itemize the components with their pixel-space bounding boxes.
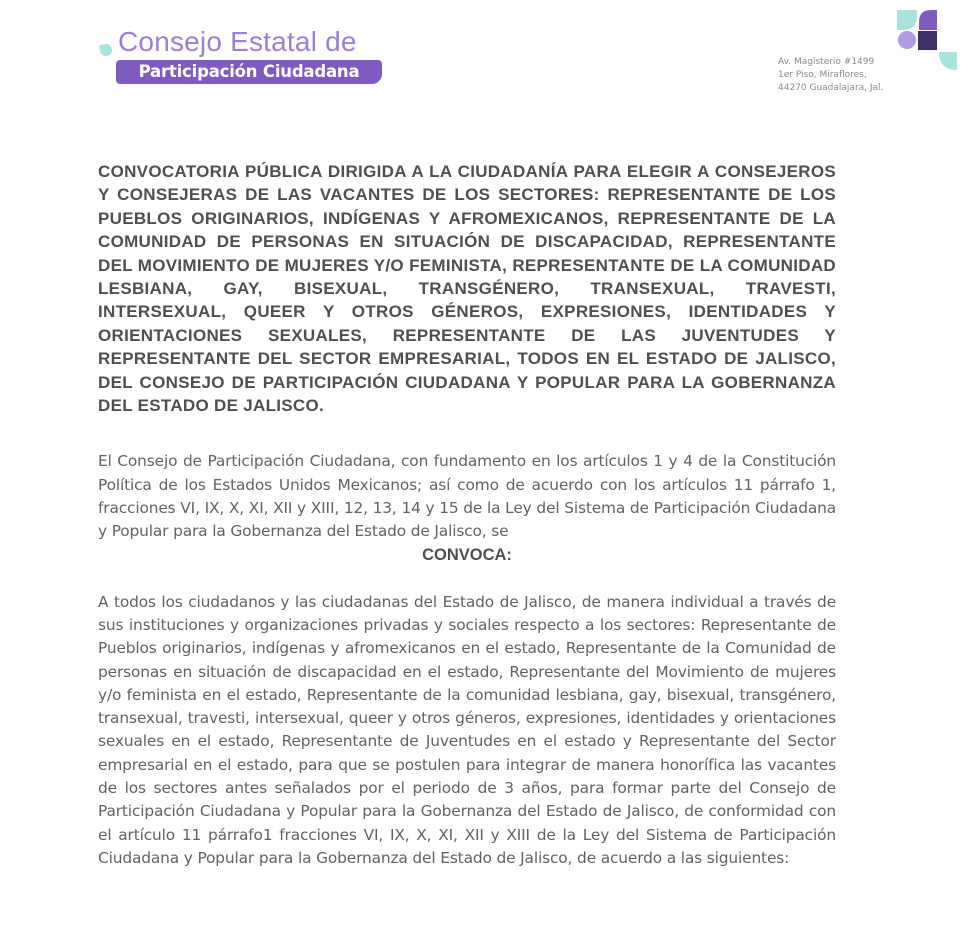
address-line-floor: 1er Piso, Miraflores,: [778, 70, 867, 80]
mark-circle: [898, 31, 916, 49]
mark-purple-leaf: [919, 10, 937, 30]
organization-logo: [100, 28, 400, 90]
address-line-city: 44270 Guadalajara, Jal.: [778, 83, 884, 93]
intro-paragraph: El Consejo de Participación Ciudadana, con fundamento en los artículos 1 y 4 de la Constitución Política de los Estados Unidos Mexicanos; así como de acuerdo con los artículos 11 párrafo 1, fracciones VI, IX, X, XI, XII y XIII, 12, 13, 14 y 15 de la Ley del Sistema de Participación Ciudadana y Popular para la Gobernanza del Estado de Jalisco, se: [98, 452, 836, 541]
leaf-dot-icon: [99, 43, 113, 57]
logo-title: Consejo Estatal de: [118, 26, 357, 57]
brand-mark-icon: [895, 8, 959, 72]
convoca-heading: CONVOCA:: [422, 545, 512, 564]
mark-teal-leaf: [897, 10, 917, 30]
mark-teal-arc: [939, 52, 957, 70]
address-block: [778, 56, 883, 95]
document-heading: CONVOCATORIA PÚBLICA DIRIGIDA A LA CIUDADANÍA PARA ELEGIR A CONSEJEROS Y CONSEJERAS DE LAS VACANTES DE LOS SECTORES: REPRESENTANTE DE LOS PUEBLOS ORIGINARIOS, INDÍGENAS Y AFROMEXICANOS, REPRESENTANTE DE LA COMUNIDAD DE PERSONAS EN SITUACIÓN DE DISCAPACIDAD, REPRESENTANTE DEL MOVIMIENTO DE MUJERES Y/O FEMINISTA, REPRESENTANTE DE LA COMUNIDAD LESBIANA, GAY, BISEXUAL, TRANSGÉNERO, TRANSEXUAL, TRAVESTI, INTERSEXUAL, QUEER Y OTROS GÉNEROS, EXPRESIONES, IDENTIDADES Y ORIENTACIONES SEXUALES, REPRESENTANTE DE LAS JUVENTUDES Y REPRESENTANTE DEL SECTOR EMPRESARIAL, TODOS EN EL ESTADO DE JALISCO, DEL CONSEJO DE PARTICIPACIÓN CIUDADANA Y POPULAR PARA LA GOBERNANZA DEL ESTADO DE JALISCO.: [98, 162, 836, 416]
address-line-street: Av. Magisterio #1499: [778, 57, 875, 67]
call-paragraph: A todos los ciudadanos y las ciudadanas del Estado de Jalisco, de manera individual a través de sus instituciones y organizaciones privadas y sociales respecto a los sectores: Representante de Pueblos originarios, indígenas y afromexicanos en el estado, Representante de la Comunidad de personas en situación de discapacidad en el estado, Representante del Movimiento de mujeres y/o feminista en el estado, Representante de la comunidad lesbiana, gay, bisexual, transgénero, transexual, travesti, intersexual, queer y otros géneros, expresiones, identidades y orientaciones sexuales en el estado, Representante de Juventudes en el estado y Representante del Sector empresarial en el estado, para que se postulen para integrar de manera honorífica las vacantes de los sectores antes señalados por el periodo de 3 años, para formar parte del Consejo de Participación Ciudadana y Popular para la Gobernanza del Estado de Jalisco, de conformidad con el artículo 11 párrafo1 fracciones VI, IX, X, XI, XII y XIII de la Ley del Sistema de Participación Ciudadana y Popular para la Gobernanza del Estado de Jalisco, de acuerdo a las siguientes:: [98, 592, 836, 867]
mark-dark-square: [918, 31, 937, 50]
logo-subtitle-badge: Participación Ciudadana: [116, 60, 382, 84]
document-body: [98, 160, 836, 870]
